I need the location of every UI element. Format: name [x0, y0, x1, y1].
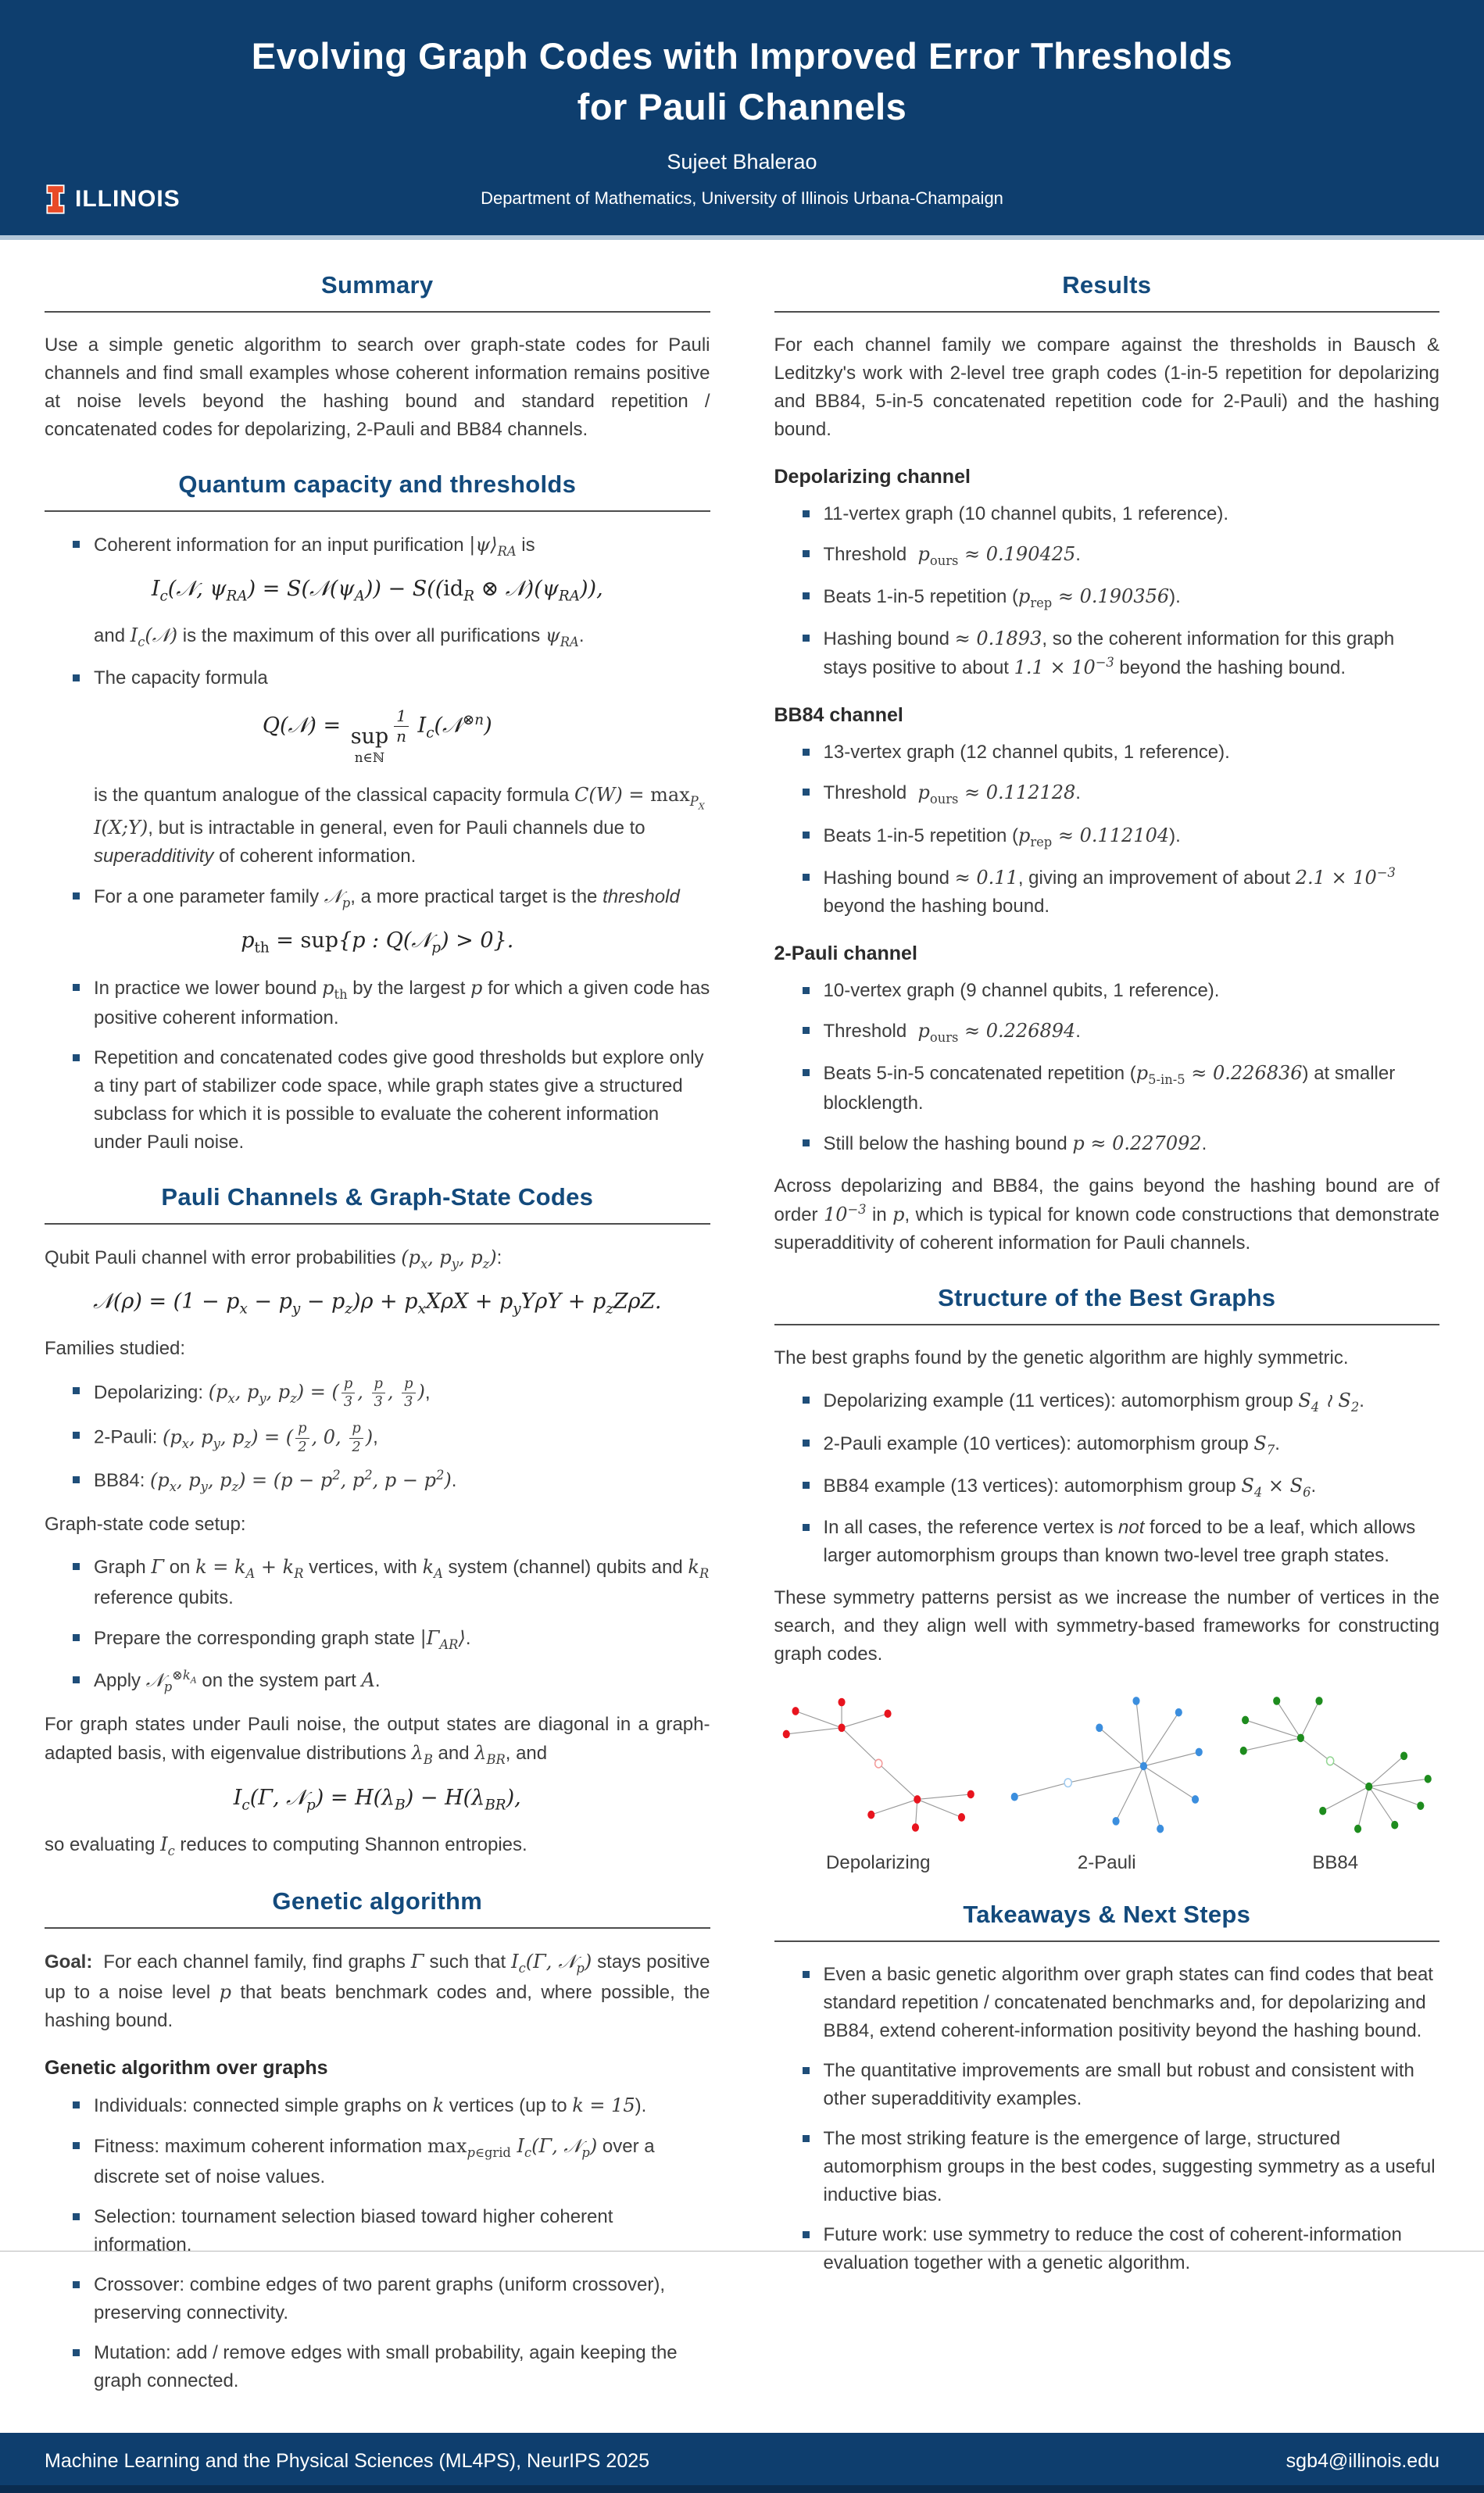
poster-header	[0, 0, 1484, 240]
section-title-summary: Summary	[321, 270, 434, 299]
footer-venue: Machine Learning and the Physical Sciences (ML4PS), NeurIPS 2025	[45, 2449, 650, 2472]
illinois-logo	[45, 184, 181, 215]
takeaways-list	[803, 1961, 1440, 2277]
bullet-item: The quantitative improvements are small but robust and consistent with other superadditivity examples.	[803, 2057, 1440, 2113]
bullet-item: Depolarizing example (11 vertices): automorphism group $S_4$ ≀ $S_2$.	[803, 1386, 1440, 1417]
bullet-item: 2-Pauli: ($p_x$, $p_y$, $p_z$) = ( $\frac{p}{2}$ , 0, $\frac{p}{2}$ ),	[73, 1422, 710, 1454]
genetic-algorithm-list	[73, 2091, 710, 2395]
graph-two-pauli	[1003, 1692, 1211, 1874]
section-results	[774, 271, 1440, 1258]
bullet-item: In practice we lower bound $p_{th}$ by the largest p for which a given code has positive coherent information.	[73, 974, 710, 1032]
subhead-bb84-channel: BB84 channel	[774, 704, 903, 727]
bullet-item: Future work: use symmetry to reduce the cost of coherent-information evaluation together with a genetic algorithm.	[803, 2221, 1440, 2277]
bullet-item: Graph Γ on $k = k_A + k_R$ vertices, with $k_A$ system (channel) qubits and $k_R$ reference qubits.	[73, 1553, 710, 1611]
summary-text: Use a simple genetic algorithm to search over graph-state codes for Pauli channels and find small examples whose coherent information remains positive at noise levels beyond the hashing bound and standard repetition / concatenated codes for depolarizing, 2-Pauli and BB84 channels.	[45, 334, 710, 440]
results-outro: Across depolarizing and BB84, the gains beyond the hashing bound are of order $10^{-3}$ in p, which is typical for known code constructions that demonstrate superadditivity of coherent information for Pauli channels.	[774, 1175, 1439, 1254]
best-graphs-figure	[774, 1692, 1440, 1874]
bullet-item: Threshold $p_{ours} \approx 0.190425$.	[803, 540, 1440, 570]
formula-pauli-channel: 𝒩(ρ) = $(1 - p_x - p_y - p_z)\rho + p_xX\rho X + p_yY\rho Y + p_zZ\rho Z$.	[93, 1289, 662, 1318]
graph-svg	[1003, 1692, 1211, 1840]
bullet-item: Hashing bound ≈ 0.1893, so the coherent information for this graph stays positive to about $1.1 \times 10^{-3}$ beyond the hashing bound.	[803, 624, 1440, 682]
bullet-item: Fitness: maximum coherent information $\max_{p\in grid} I_c(\Gamma$, 𝒩$_p$) over a discrete set of noise values.	[73, 2132, 710, 2191]
poster-affiliation: Department of Mathematics, University of Illinois Urbana-Champaign	[481, 188, 1003, 208]
bullet-item: BB84 example (13 vertices): automorphism group $S_4 \times S_6$.	[803, 1472, 1440, 1502]
bullet-item: Depolarizing: ($p_x$, $p_y$, $p_z$) = ( $\frac{p}{3}$ , $\frac{p}{3}$ , $\frac{p}{3}$ ),	[73, 1377, 710, 1410]
shannon-text: so evaluating $I_c$ reduces to computing Shannon entropies.	[45, 1833, 527, 1858]
bullet-item: For a one parameter family 𝒩$_p$, a more practical target is the threshold	[73, 882, 710, 913]
section-pauli-channels	[45, 1183, 710, 1861]
bullet-item: Still below the hashing bound p ≈ 0.227092.	[803, 1129, 1440, 1158]
footer-email: sgb4@illinois.edu	[1286, 2449, 1439, 2472]
graph-two-pauli-drawing	[1003, 1692, 1211, 1844]
illinois-logo-text: ILLINOIS	[75, 185, 181, 212]
section-genetic-algorithm	[45, 1887, 710, 2395]
depolarizing-results-list	[803, 500, 1440, 683]
section-structure	[774, 1284, 1440, 1874]
bullet-item: 2-Pauli example (10 vertices): automorphism group $S_7$.	[803, 1429, 1440, 1460]
graph-svg	[1232, 1692, 1440, 1840]
section-rule	[45, 311, 710, 313]
structure-list	[803, 1386, 1440, 1570]
bullet-item: Prepare the corresponding graph state $|\Gamma_{AR}⟩$.	[73, 1624, 710, 1654]
formula-threshold: $p_{th} = sup\{p$ : Q(𝒩$_p$) > 0}.	[241, 928, 514, 957]
section-title-genetic-algorithm: Genetic algorithm	[272, 1887, 483, 1915]
section-title-structure: Structure of the Best Graphs	[938, 1284, 1276, 1312]
section-rule	[774, 1940, 1440, 1942]
section-rule	[45, 1223, 710, 1225]
illinois-block-i-icon	[45, 184, 66, 215]
bullet-item: 11-vertex graph (10 channel qubits, 1 reference).	[803, 500, 1440, 528]
formula-quantum-capacity: Q(𝒩) = sup n∈ℕ $\frac{1}{n}$ $I_c(𝒩^{\otimes n})$	[262, 706, 492, 765]
graph-svg	[774, 1692, 983, 1840]
right-column	[774, 245, 1440, 2409]
bullet-item: The most striking feature is the emergence of large, structured automorphism groups in the best codes, suggesting symmetry as a useful inductive bias.	[803, 2125, 1440, 2209]
graph-caption-two-pauli: 2-Pauli	[1077, 1852, 1136, 1874]
section-title-results: Results	[1062, 270, 1152, 299]
bullet-item: Mutation: add / remove edges with small probability, again keeping the graph connected.	[73, 2339, 710, 2395]
bullet-continuation: is the quantum analogue of the classical capacity formula $C(W) = \max_{P_X}$ I(X;Y), but is intractable in general, even for Pauli channels due to superadditivity of coherent information.	[94, 784, 705, 867]
bullet-item: The capacity formula	[73, 664, 710, 692]
section-rule	[45, 510, 710, 512]
bullet-item: Selection: tournament selection biased toward higher coherent information.	[73, 2203, 710, 2259]
graph-states-text: For graph states under Pauli noise, the output states are diagonal in a graph-adapted basis, with eigenvalue distributions $\lambda_B$ and $\lambda_{BR}$, and	[45, 1714, 710, 1768]
bullet-item: Even a basic genetic algorithm over graph states can find codes that beat standard repetition / concatenated benchmarks and, for depolarizing and BB84, extend coherent-information positivity beyond the hashing bound.	[803, 1961, 1440, 2045]
poster-title-line1: Evolving Graph Codes with Improved Error Thresholds	[251, 35, 1233, 77]
bullet-item: Crossover: combine edges of two parent graphs (uniform crossover), preserving connectivity.	[73, 2271, 710, 2327]
poster-footer	[0, 2433, 1484, 2493]
left-column	[45, 245, 710, 2409]
bullet-item: 10-vertex graph (9 channel qubits, 1 reference).	[803, 977, 1440, 1005]
subhead-two-pauli-channel: 2-Pauli channel	[774, 942, 917, 964]
subhead-depolarizing-channel: Depolarizing channel	[774, 465, 971, 488]
goal-text: Goal: For each channel family, find graphs Γ such that $I_c(\Gamma$, 𝒩$_p$) stays positive up to a noise level p that beats benchmark codes and, where possible, the hashing bound.	[45, 1951, 710, 2032]
bullet-continuation: and $I_c(𝒩)$ is the maximum of this over all purifications $\psi_{RA}$.	[94, 624, 585, 650]
setup-list	[73, 1553, 710, 1697]
section-rule	[45, 1927, 710, 1929]
subhead-genetic-algorithm: Genetic algorithm over graphs	[45, 2057, 328, 2080]
graph-depolarizing-drawing	[774, 1692, 983, 1844]
bullet-item: Hashing bound ≈ 0.11, giving an improvement of about $2.1 \times 10^{-3}$ beyond the hashing bound.	[803, 864, 1440, 921]
graph-caption-bb84: BB84	[1312, 1852, 1359, 1874]
section-title-takeaways: Takeaways & Next Steps	[963, 1901, 1251, 1929]
bullet-item: Beats 1-in-5 repetition $(p_{rep} \approx 0.190356)$.	[803, 582, 1440, 613]
bullet-item: BB84: ($p_x$, $p_y$, $p_z) = (p - p^2$, $p^2$, $p - p^2$).	[73, 1466, 710, 1497]
poster-body	[0, 240, 1484, 2433]
poster-title	[47, 31, 1437, 133]
results-intro: For each channel family we compare against the thresholds in Bausch & Leditzky's work with 2-level tree graph codes (1-in-5 repetition for depolarizing and BB84, 5-in-5 concatenated repetition code for 2-Pauli) and the hashing bound.	[774, 334, 1439, 440]
bullet-item: Coherent information for an input purification $|\psi⟩_{RA}$ is	[73, 531, 710, 561]
bullet-item: Beats 1-in-5 repetition $(p_{rep} \approx 0.112104)$.	[803, 821, 1440, 852]
bullet-item: Threshold $p_{ours} \approx 0.112128$.	[803, 778, 1440, 809]
bullet-item: Repetition and concatenated codes give good thresholds but explore only a tiny part of stabilizer code space, while graph states give a structured subclass for which it is possible to evaluate the coherent information under Pauli noise.	[73, 1044, 710, 1157]
section-title-pauli-channels: Pauli Channels & Graph-State Codes	[161, 1182, 594, 1211]
poster-title-line2: for Pauli Channels	[577, 85, 907, 127]
families-list	[73, 1377, 710, 1497]
bullet-item: Threshold $p_{ours} \approx 0.226894$.	[803, 1017, 1440, 1047]
structure-intro: The best graphs found by the genetic algorithm are highly symmetric.	[774, 1347, 1349, 1369]
graph-bb84-drawing	[1232, 1692, 1440, 1844]
pauli-intro: Qubit Pauli channel with error probabilities ($p_x$, $p_y$, $p_z$):	[45, 1246, 502, 1272]
bullet-item: 13-vertex graph (12 channel qubits, 1 reference).	[803, 739, 1440, 767]
bullet-item: Individuals: connected simple graphs on k vertices (up to k = 15).	[73, 2091, 710, 2120]
bullet-item: Apply 𝒩$_p^{\otimes k_A}$ on the system part A.	[73, 1666, 710, 1697]
families-label: Families studied:	[45, 1337, 186, 1359]
section-rule	[774, 1324, 1440, 1325]
graph-bb84	[1232, 1692, 1440, 1874]
poster-author: Sujeet Bhalerao	[667, 149, 817, 173]
bullet-item: In all cases, the reference vertex is not forced to be a leaf, which allows larger automorphism groups than known two-level tree graph states.	[803, 1514, 1440, 1570]
setup-label: Graph-state code setup:	[45, 1514, 246, 1536]
two-pauli-results-list	[803, 977, 1440, 1159]
section-takeaways	[774, 1901, 1440, 2277]
bullet-item: Beats 5-in-5 concatenated repetition $(p_{5-in-5} \approx 0.226836)$ at smaller blocklength.	[803, 1059, 1440, 1118]
formula-coherent-information: $I_c(𝒩$, $\psi_{RA}$) = $S(𝒩(\psi_A)) - S((id_R$ ⊗ $𝒩)(\psi_{RA})$),	[151, 576, 603, 605]
section-rule	[774, 311, 1440, 313]
graph-caption-depolarizing: Depolarizing	[826, 1852, 931, 1874]
section-summary	[45, 271, 710, 444]
bb84-results-list	[803, 739, 1440, 921]
graph-depolarizing	[774, 1692, 983, 1874]
structure-outro: These symmetry patterns persist as we increase the number of vertices in the search, and they align well with symmetry-based frameworks for constructing graph codes.	[774, 1587, 1439, 1665]
section-title-quantum-capacity: Quantum capacity and thresholds	[178, 470, 577, 498]
section-quantum-capacity	[45, 470, 710, 1157]
formula-ic-graph: $I_c(\Gamma$, 𝒩$_p$) = $H(\lambda_B) - H(\lambda_{BR})$,	[233, 1785, 521, 1813]
